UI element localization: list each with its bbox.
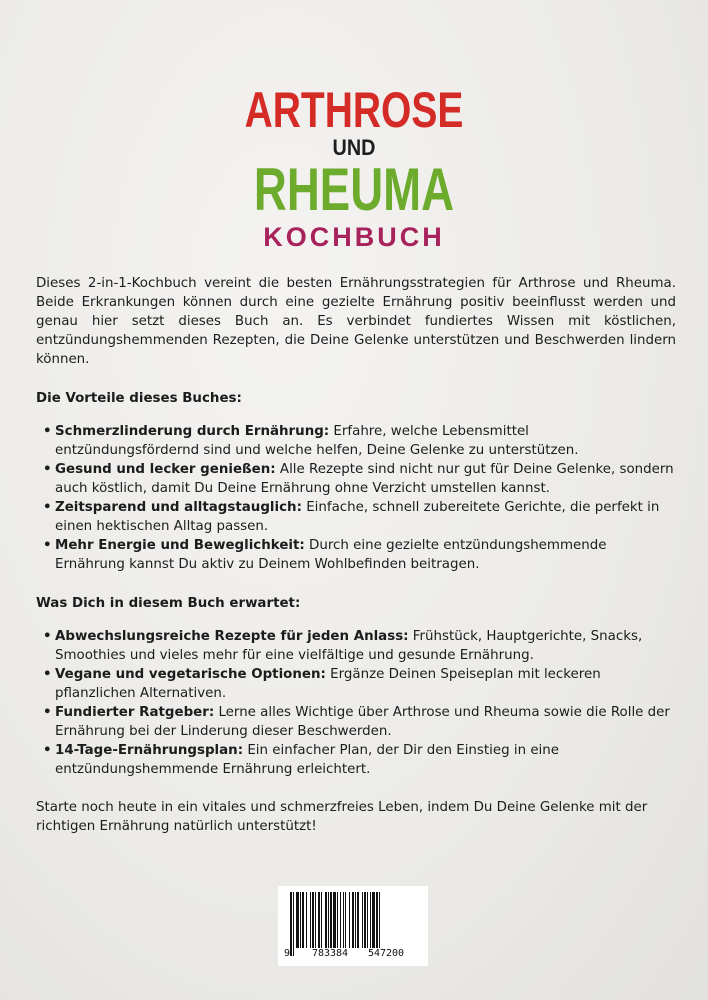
list-item (55, 536, 676, 574)
list-item-title: Abwechslungsreiche Rezepte für jeden Anlass: (55, 629, 409, 644)
list-item (55, 741, 676, 779)
title-rheuma: RHEUMA (253, 156, 455, 223)
list-item-title: 14-Tage-Ernährungsplan: (55, 743, 244, 758)
intro-paragraph: Dieses 2-in-1-Kochbuch vereint die besten Ernährungsstrategien für Arthrose und Rheuma. Beide Erkrankungen können durch eine gezielte Ernährung positiv beeinflusst werden und genau hier setzt dieses Buch an. Es verbindet fundiertes Wissen mit köstlichen, entzündungshemmenden Rezepten, die Deine Gelenke unterstützen und Beschwerden lindern können. (36, 276, 676, 367)
barcode-bar (349, 892, 350, 948)
barcode-bar (306, 892, 307, 948)
barcode-bar (372, 892, 375, 948)
barcode-bar (293, 892, 294, 956)
barcode-bar (325, 892, 327, 948)
barcode-bar (333, 892, 336, 956)
barcode-bar (318, 892, 320, 948)
list-item-text: Einfache, schnell zubereitete Gerichte, die perfekt in einen hektischen Alltag passen. (55, 500, 660, 534)
barcode-bar (345, 892, 346, 948)
title-kochbuch: KOCHBUCH (263, 222, 445, 252)
list-item-title: Zeitsparend und alltagstauglich: (55, 500, 302, 515)
barcode-group-left: 783384 (308, 948, 352, 960)
barcode-bar (362, 892, 363, 948)
list-item (55, 627, 676, 665)
book-title (0, 84, 708, 252)
barcode-bar (328, 892, 329, 948)
isbn-barcode (278, 886, 428, 966)
barcode-bar (357, 892, 359, 948)
barcode-bar (355, 892, 356, 948)
barcode-bar (310, 892, 311, 948)
list-item-text: Ein einfacher Plan, der Dir den Einstieg in eine entzündungshemmende Ernährung erleichtert. (55, 743, 560, 777)
list-item-title: Fundierter Ratgeber: (55, 705, 215, 720)
expect-heading: Was Dich in diesem Buch erwartet: (36, 596, 301, 611)
blurb (36, 274, 676, 836)
barcode-bar (352, 892, 354, 948)
barcode-bar (379, 892, 380, 956)
barcode-bar (376, 892, 378, 948)
barcode-bar (330, 892, 332, 948)
barcode-bar (343, 892, 344, 948)
list-item-text: Erfahre, welche Lebensmittel entzündungsfördernd sind und welche helfen, Deine Gelenke zu unterstützen. (55, 424, 579, 458)
barcode-bar (315, 892, 316, 948)
list-item-title: Vegane und vegetarische Optionen: (55, 667, 326, 682)
barcode-digit-first: 9 (284, 948, 291, 959)
expect-list (36, 627, 676, 779)
list-item (55, 498, 676, 536)
list-item-title: Schmerzlinderung durch Ernährung: (55, 424, 330, 439)
barcode-bar (296, 892, 299, 948)
list-item-title: Mehr Energie und Beweglichkeit: (55, 538, 305, 553)
barcode-group-right: 547200 (364, 948, 408, 960)
list-item (55, 665, 676, 703)
list-item (55, 460, 676, 498)
barcode-bar (370, 892, 371, 948)
barcode-bar (290, 892, 292, 956)
barcode-bar (312, 892, 314, 948)
benefits-heading: Die Vorteile dieses Buches: (36, 391, 242, 406)
list-item-title: Gesund und lecker genießen: (55, 462, 276, 477)
list-item-text: Durch eine gezielte entzündungshemmende Ernährung kannst Du aktiv zu Deinem Wohlbefinden beitragen. (55, 538, 607, 572)
barcode-bar (340, 892, 341, 948)
list-item-text: Frühstück, Hauptgerichte, Snacks, Smoothies und vieles mehr für eine vielfältige und gesunde Ernährung. (55, 629, 643, 663)
title-arthrose: ARTHROSE (244, 82, 464, 138)
list-item-text: Lerne alles Wichtige über Arthrose und Rheuma sowie die Rolle der Ernährung bei der Linderung dieser Beschwerden. (55, 705, 670, 739)
title-und: UND (332, 135, 376, 160)
barcode-bar (321, 892, 322, 948)
list-item-text: Alle Rezepte sind nicht nur gut für Deine Gelenke, sondern auch köstlich, damit Du Deine Ernährung ohne Verzicht umstellen kannst. (55, 462, 674, 496)
list-item (55, 422, 676, 460)
barcode-bar (367, 892, 368, 948)
list-item-text: Ergänze Deinen Speiseplan mit leckeren pflanzlichen Alternativen. (55, 667, 601, 701)
closing-paragraph: Starte noch heute in ein vitales und schmerzfreies Leben, indem Du Deine Gelenke mit der richtigen Ernährung natürlich unterstützt! (36, 800, 648, 834)
barcode-bar (364, 892, 366, 948)
barcode-bar (302, 892, 304, 948)
list-item (55, 703, 676, 741)
barcode-bar (337, 892, 338, 956)
barcode-bar (300, 892, 301, 948)
benefits-list (36, 422, 676, 574)
